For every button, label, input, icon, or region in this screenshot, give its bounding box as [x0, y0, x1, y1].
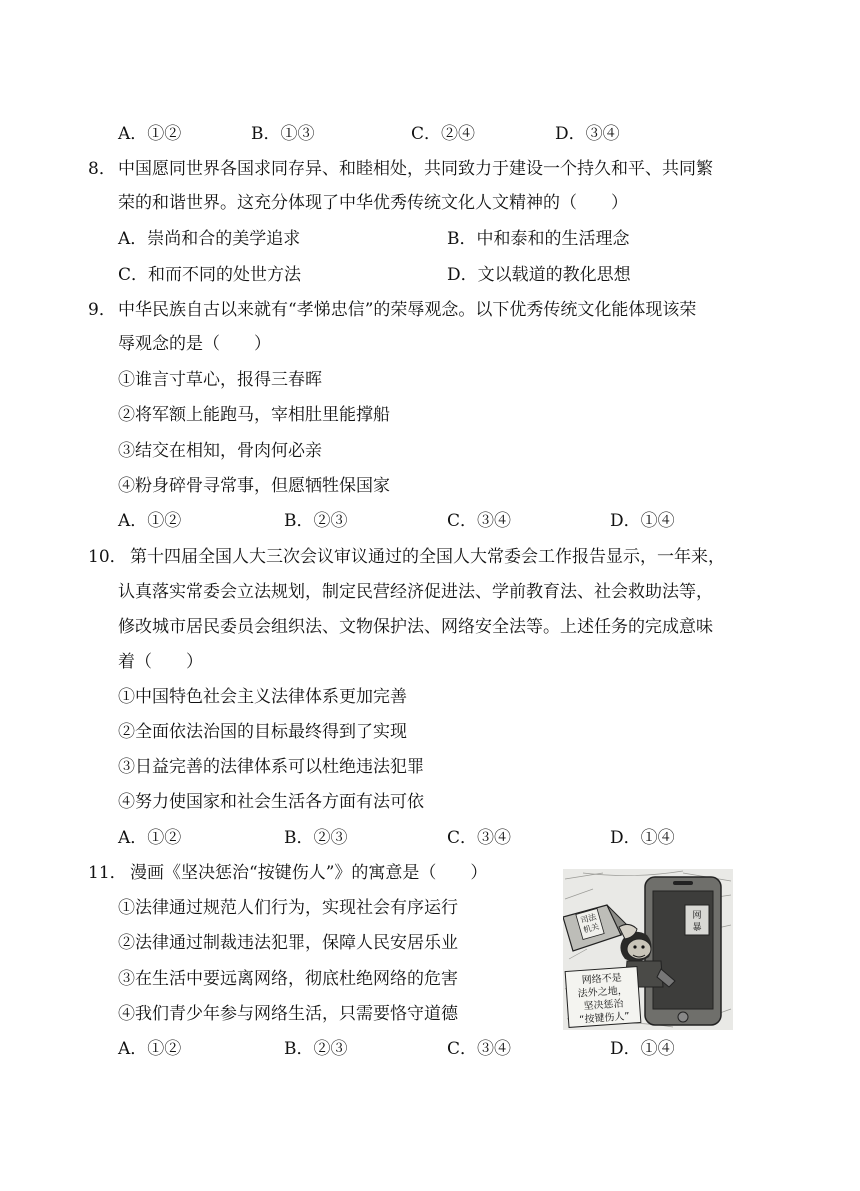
q10-options	[0, 825, 860, 851]
q11-option-d[interactable]: D．①④	[610, 1039, 675, 1059]
smartphone-icon	[645, 877, 721, 1025]
q8-stem-line-1: 中国愿同世界各国求同存异、和睦相处，共同致力于建设一个持久和平、共同繁	[118, 159, 713, 179]
q10-stem-line-4: 着（ ）	[118, 652, 203, 672]
q10-option-a[interactable]: A．①②	[118, 828, 182, 848]
q9-option-d[interactable]: D．①④	[610, 511, 675, 531]
q11-options	[0, 1036, 860, 1062]
q7-option-b[interactable]: B．①③	[251, 124, 315, 144]
q10-statement-1: ①中国特色社会主义法律体系更加完善	[118, 687, 407, 707]
q10-statement-3: ③日益完善的法律体系可以杜绝违法犯罪	[118, 757, 424, 777]
cartoon-caption-line-4: “按键伤人”	[578, 1011, 631, 1026]
q8-option-b[interactable]: B．中和泰和的生活理念	[447, 229, 630, 249]
cartoon-screen-label-1: 网	[692, 911, 702, 921]
q8-stem-line-2: 荣的和谐世界。这充分体现了中华优秀传统文化人文精神的（ ）	[118, 193, 628, 213]
cartoon-sleeve-label-1: 司法	[579, 912, 598, 926]
q10-option-b[interactable]: B．②③	[284, 828, 348, 848]
q9-stem-line-1: 中华民族自古以来就有“孝悌忠信”的荣辱观念。以下优秀传统文化能体现该荣	[118, 300, 697, 320]
q9-options	[0, 508, 860, 534]
q11-option-c[interactable]: C．③④	[447, 1039, 512, 1059]
cartoon-sleeve-label-2: 机关	[582, 921, 601, 935]
q10-number: 10．	[88, 547, 127, 567]
q8-option-c[interactable]: C．和而不同的处世方法	[118, 265, 302, 285]
q7-options	[0, 121, 860, 147]
q10-option-d[interactable]: D．①④	[610, 828, 675, 848]
q11-option-b[interactable]: B．②③	[284, 1039, 348, 1059]
q9-number: 9．	[88, 300, 116, 320]
cartoon-drawing	[563, 869, 733, 1030]
q9-option-a[interactable]: A．①②	[118, 511, 182, 531]
q7-option-d[interactable]: D．③④	[555, 124, 620, 144]
q10-stem-line-3: 修改城市居民委员会组织法、文物保护法、网络安全法等。上述任务的完成意味	[118, 617, 713, 637]
q10-stem-line-1: 第十四届全国人大三次会议审议通过的全国人大常委会工作报告显示，一年来，	[130, 547, 725, 567]
q8-options-row-1	[0, 226, 860, 252]
q8-number: 8．	[88, 159, 116, 179]
cartoon-caption-line-1: 网络不是	[581, 972, 623, 987]
q10-option-c[interactable]: C．③④	[447, 828, 512, 848]
q8-options-row-2	[0, 262, 860, 288]
q11-statement-4: ④我们青少年参与网络生活，只需要恪守道德	[118, 1004, 458, 1024]
q9-statement-4: ④粉身碎骨寻常事，但愿牺牲保国家	[118, 476, 390, 496]
q8-option-d[interactable]: D．文以载道的教化思想	[447, 265, 631, 285]
q10-statement-4: ④努力使国家和社会生活各方面有法可依	[118, 792, 424, 812]
cartoon-caption-sign	[565, 967, 641, 1028]
q7-option-c[interactable]: C．②④	[411, 124, 476, 144]
q11-option-a[interactable]: A．①②	[118, 1039, 182, 1059]
q11-number: 11．	[88, 863, 127, 883]
q9-option-c[interactable]: C．③④	[447, 511, 512, 531]
q8-option-a[interactable]: A．崇尚和合的美学追求	[118, 229, 301, 249]
q10-statement-2: ②全面依法治国的目标最终得到了实现	[118, 722, 407, 742]
q9-statement-1: ①谁言寸草心，报得三春晖	[118, 370, 322, 390]
q9-option-b[interactable]: B．②③	[284, 511, 348, 531]
q11-statement-1: ①法律通过规范人们行为，实现社会有序运行	[118, 898, 458, 918]
q9-statement-3: ③结交在相知，骨肉何必亲	[118, 441, 322, 461]
q7-option-a[interactable]: A．①②	[118, 124, 182, 144]
cartoon-screen-label-2: 暴	[692, 923, 702, 933]
q9-statement-2: ②将军额上能跑马，宰相肚里能撑船	[118, 405, 390, 425]
cartoon-image	[563, 869, 733, 1030]
q10-stem-line-2: 认真落实常委会立法规划，制定民营经济促进法、学前教育法、社会救助法等，	[118, 582, 713, 602]
q11-statement-3: ③在生活中要远离网络，彻底杜绝网络的危害	[118, 969, 458, 989]
cartoon-caption-line-2: 法外之地，	[577, 985, 629, 1000]
q11-stem: 漫画《坚决惩治“按键伤人”》的寓意是（ ）	[130, 863, 488, 883]
q9-stem-line-2: 辱观念的是（ ）	[118, 334, 271, 354]
cartoon-caption-line-3: 坚决惩治	[583, 998, 624, 1013]
q11-statement-2: ②法律通过制裁违法犯罪，保障人民安居乐业	[118, 933, 458, 953]
